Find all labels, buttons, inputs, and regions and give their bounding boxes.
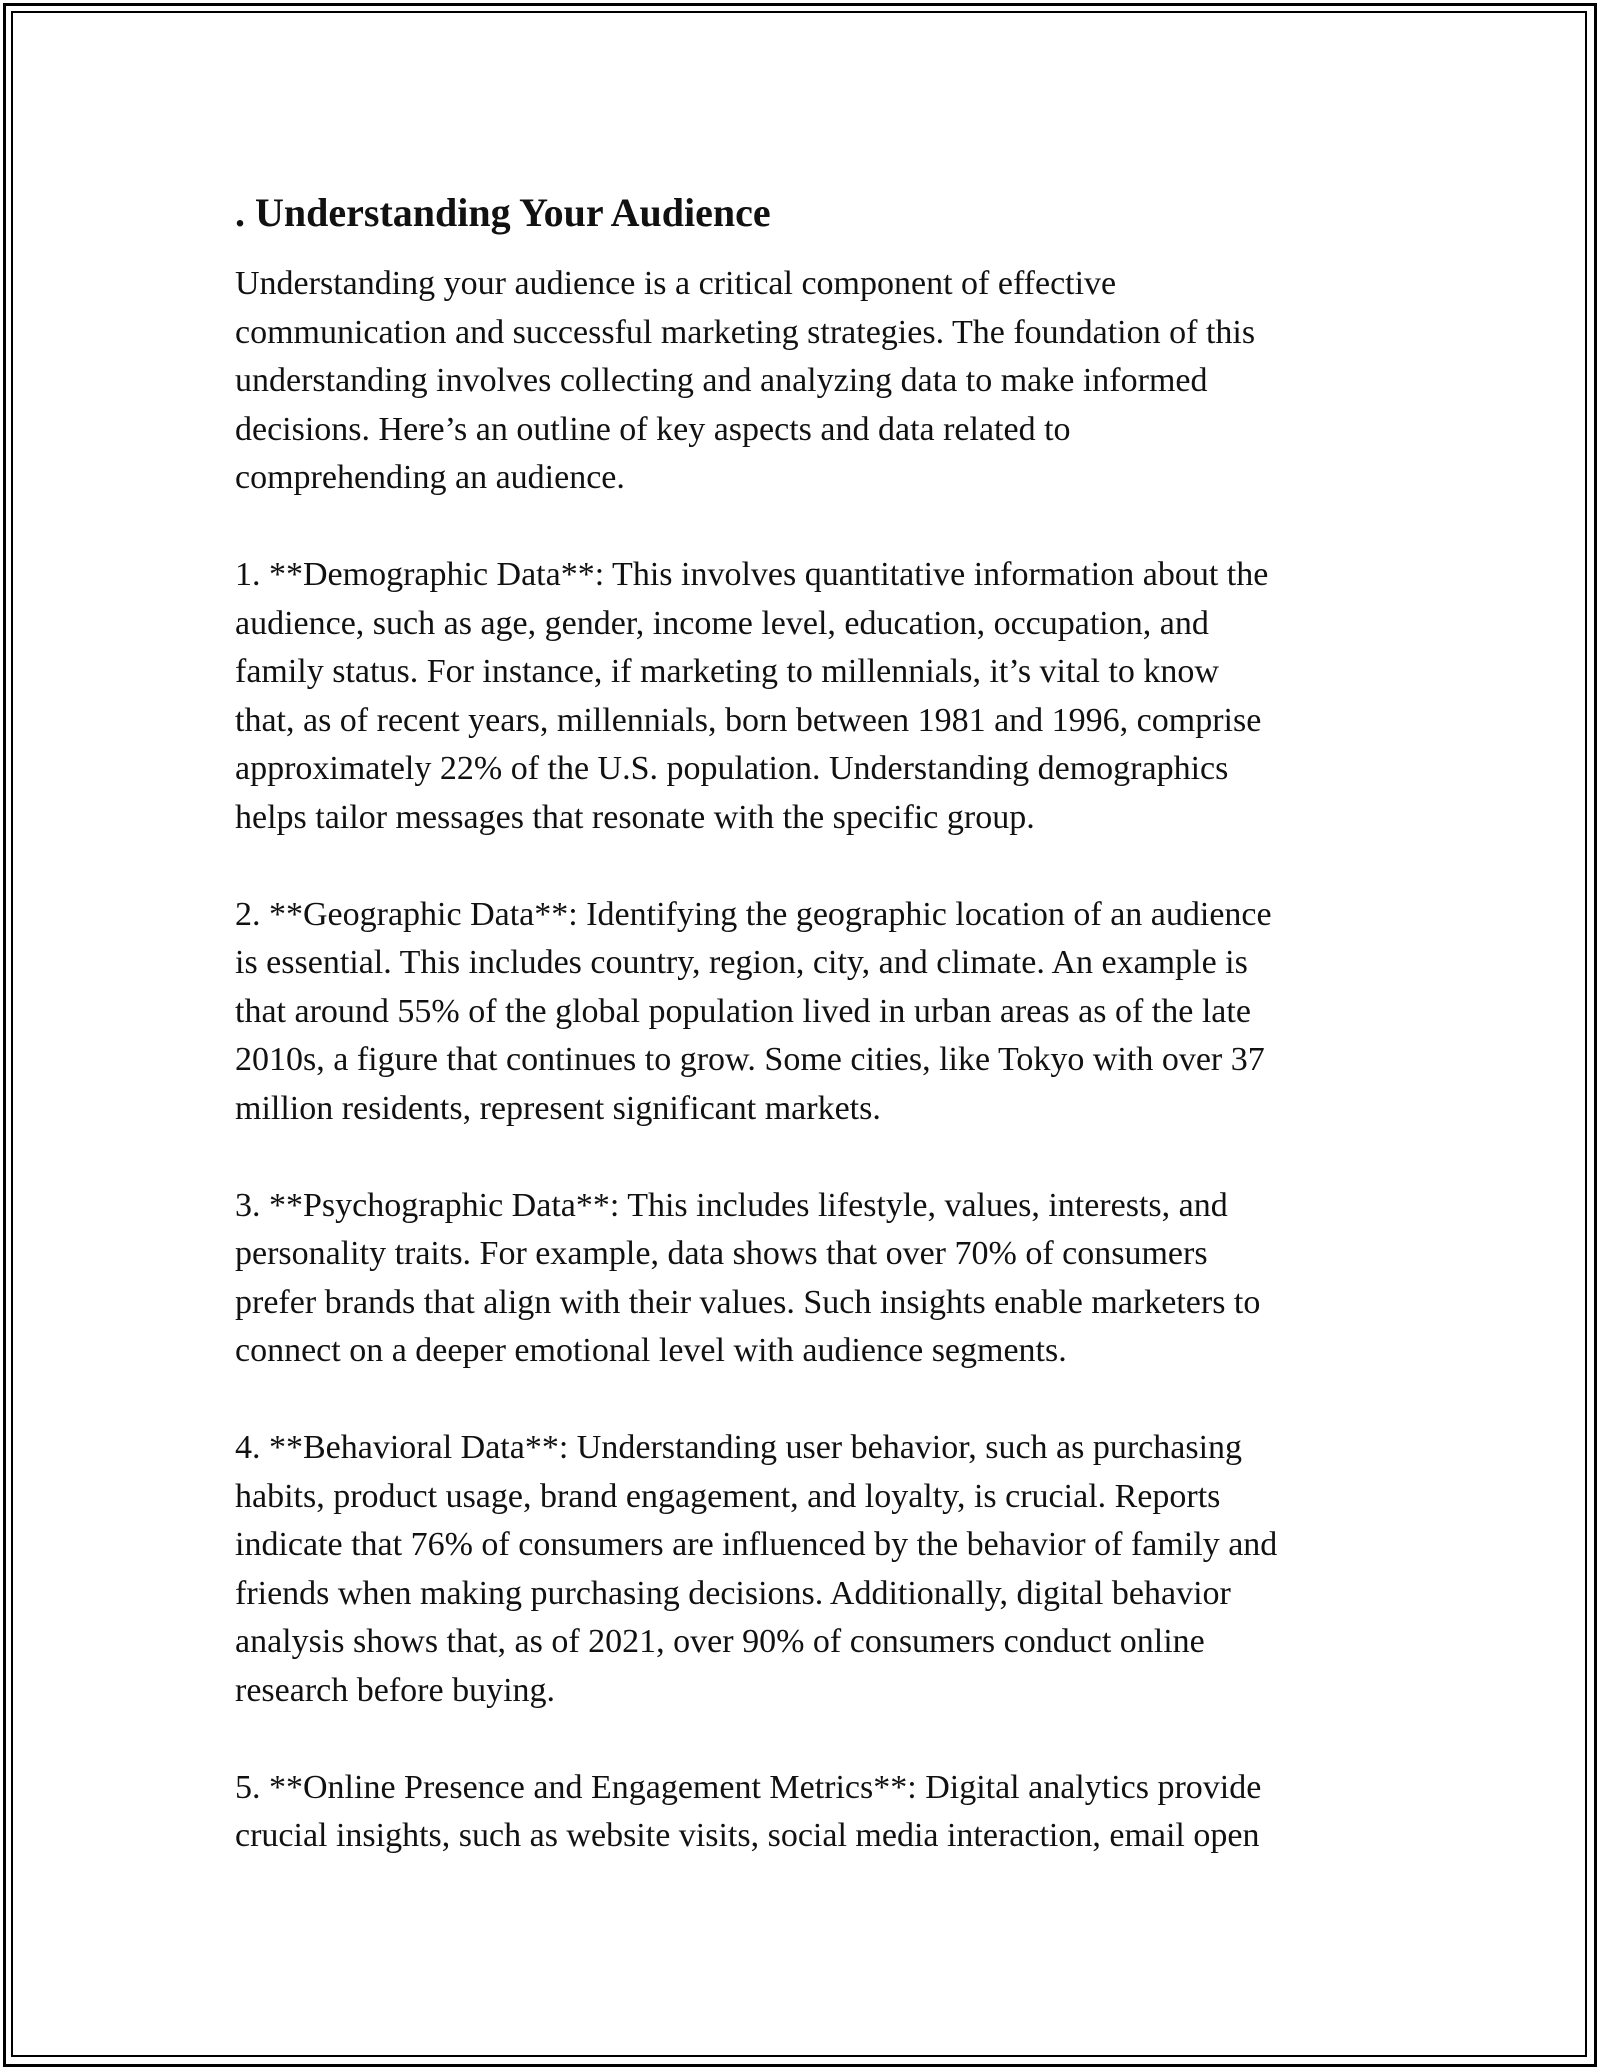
psychographic-data-paragraph: 3. **Psychographic Data**: This includes lifestyle, values, interests, and personality traits. For example, data shows that over 70% of consumers prefer brands that align with their values. Such insights enable marketers to connect on a deeper emotional level with audience segments. [235,1186,1261,1369]
intro-paragraph: Understanding your audience is a critical component of effective communication and successful marketing strategies. The foundation of this understanding involves collecting and analyzing data to make informed decisions. Here’s an outline of key aspects and data related to comprehending an audience. [235,265,1256,496]
document-body [235,188,1375,1909]
engagement-metrics-paragraph: 5. **Online Presence and Engagement Metrics**: Digital analytics provide crucial insights, such as website visits, social media interaction, email open [235,1768,1262,1854]
demographic-data-paragraph: 1. **Demographic Data**: This involves quantitative information about the audience, such as age, gender, income level, education, occupation, and family status. For instance, if marketing to millennials, it’s vital to know that, as of recent years, millennials, born between 1981 and 1996, comprise approximately 22% of the U.S. population. Understanding demographics helps tailor messages that resonate with the specific group. [235,556,1269,836]
behavioral-data-paragraph: 4. **Behavioral Data**: Understanding user behavior, such as purchasing habits, product usage, brand engagement, and loyalty, is crucial. Reports indicate that 76% of consumers are influenced by the behavior of family and friends when making purchasing decisions. Additionally, digital behavior analysis shows that, as of 2021, over 90% of consumers conduct online research before buying. [235,1429,1278,1709]
geographic-data-paragraph: 2. **Geographic Data**: Identifying the geographic location of an audience is essential. This includes country, region, city, and climate. An example is that around 55% of the global population lived in urban areas as of the late 2010s, a figure that continues to grow. Some cities, like Tokyo with over 37 million residents, represent significant markets. [235,895,1272,1127]
page-title: . Understanding Your Audience [235,190,771,235]
